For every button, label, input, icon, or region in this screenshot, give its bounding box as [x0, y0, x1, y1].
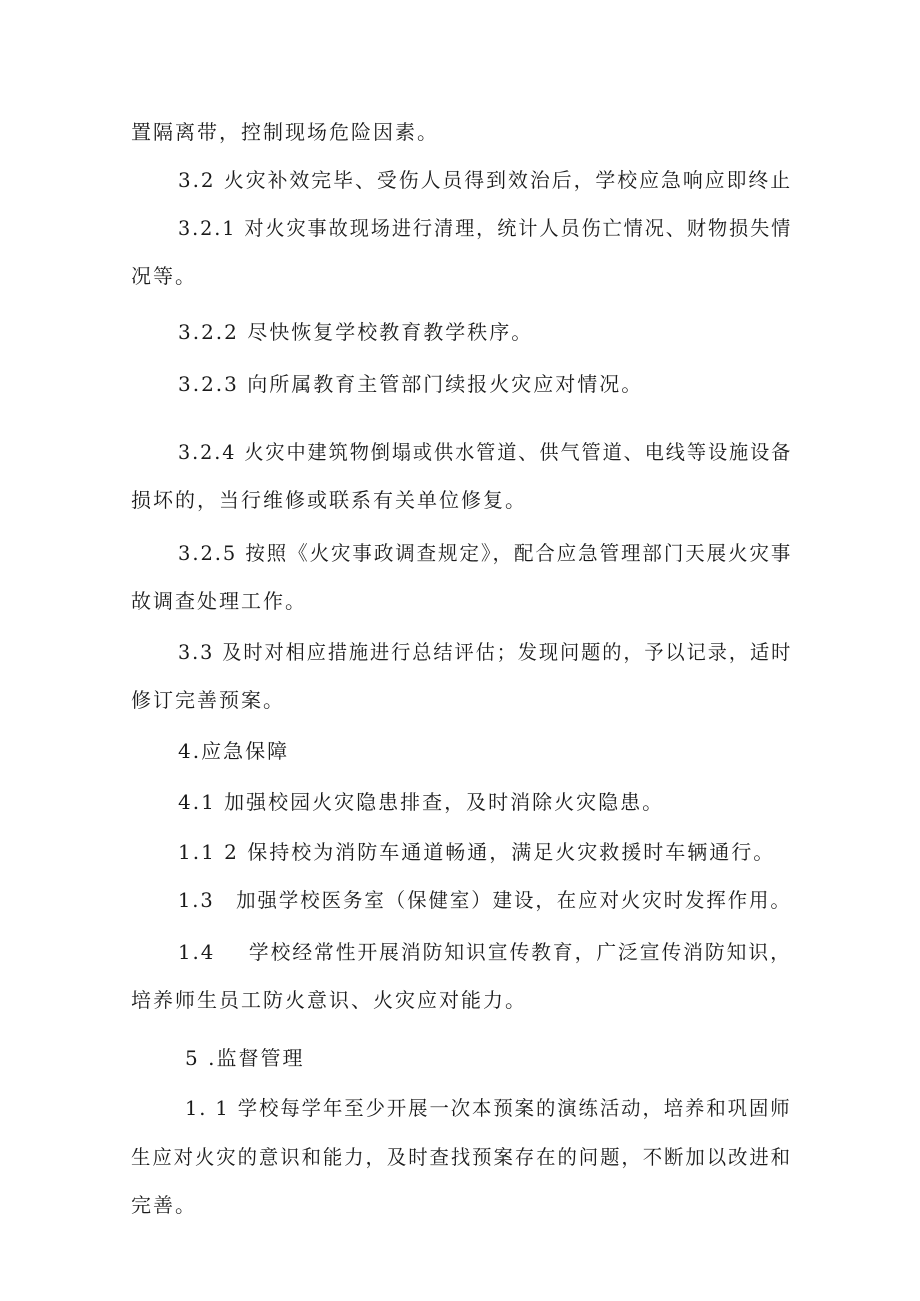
paragraph-line: 培养师生员工防火意识、火灾应对能力。 [131, 988, 527, 1012]
paragraph-line: 损坏的，当行维修或联系有关单位修复。 [131, 488, 527, 512]
paragraph-line: 3.2.2 尽快恢复学校教育教学秩序。 [178, 320, 534, 344]
paragraph-line: 况等。 [131, 264, 197, 288]
item-text: 学校经常性开展消防知识宣传教育，广泛宣传消防知识， [248, 940, 792, 964]
paragraph-line: 3.2.1 对火灾事故现场进行清理，统计人员伤亡情况、财物损失情 [178, 216, 793, 240]
item-number: 1.4 [178, 940, 216, 964]
paragraph-line: 故调查处理工作。 [131, 589, 307, 613]
paragraph-line: 3.2.3 向所属教育主管部门续报火灾应对情况。 [178, 372, 644, 396]
section-heading: 4.应急保障 [178, 739, 290, 763]
paragraph-line: 生应对火灾的意识和能力，及时查找预案存在的问题，不断加以改进和 [131, 1145, 792, 1169]
list-item [178, 940, 792, 964]
item-number: 1.3 [178, 888, 215, 912]
paragraph-line: 3.2.5 按照《火灾事政调查规定》，配合应急管理部门天展火灾事 [178, 541, 793, 565]
paragraph-line: 1.1 2 保持校为消防车通道畅通，满足火灾救援时车辆通行。 [178, 840, 776, 864]
paragraph-line: 修订完善预案。 [131, 688, 285, 712]
paragraph-line: 3.2.4 火灾中建筑物倒塌或供水管道、供气管道、电线等设施设备 [178, 440, 793, 464]
section-heading: 5 .监督管理 [185, 1046, 305, 1070]
paragraph-line: 4.1 加强校园火灾隐患排查，及时消除火灾隐患。 [178, 790, 665, 814]
paragraph-line: 置隔离带，控制现场危险因素。 [131, 120, 439, 144]
item-text: 加强学校医务室（保健室）建设，在应对火灾时发挥作用。 [236, 888, 792, 912]
paragraph-line: 完善。 [131, 1193, 197, 1217]
list-item [178, 888, 792, 912]
paragraph-line: 3.2 火灾补效完毕、受伤人员得到效治后，学校应急响应即终止 [178, 168, 793, 192]
paragraph-line: 3.3 及时对相应措施进行总结评估；发现问题的，予以记录，适时 [178, 640, 793, 664]
paragraph-line: 1. 1 学校每学年至少开展一次本预案的演练活动，培养和巩固师 [185, 1096, 792, 1120]
